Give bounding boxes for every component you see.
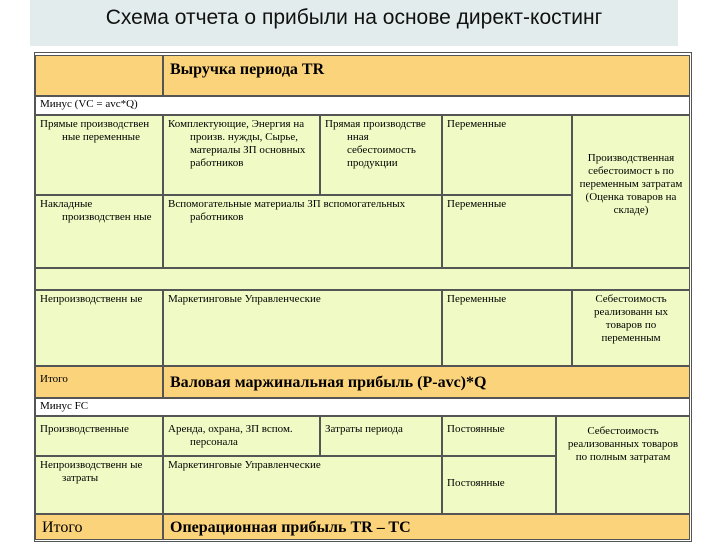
vc-row-3-type: Переменные	[442, 290, 572, 366]
vc-row-1-items: Комплектующие, Энергия на произв. нужды, Сырье, материалы ЗП основных работников	[163, 115, 320, 195]
gross-margin-cell: Валовая маржинальная прибыль (P-avc)*Q	[163, 366, 690, 398]
fc-row-1-type: Постоянные	[442, 416, 556, 456]
vc-note-sold-goods: Себестоимость реализованн ых товаров по переменным	[572, 290, 690, 366]
minus-vc-row: Минус (VC = avc*Q)	[35, 96, 690, 115]
fc-row-1-group: Затраты периода	[320, 416, 442, 456]
fc-row-1-label: Производственные	[35, 416, 163, 456]
vc-row-2-items: Вспомогательные материалы ЗП вспомогательных работников	[163, 195, 442, 268]
fc-row-2-type: Постоянные	[442, 456, 556, 514]
fc-row-1-items: Аренда, охрана, ЗП вспом. персонала	[163, 416, 320, 456]
vc-row-1-label: Прямые производствен ные переменные	[35, 115, 163, 195]
vc-note-production-cost: Производственная себестоимост ь по переменным затратам (Оценка товаров на складе)	[572, 115, 690, 268]
vc-row-1-group: Прямая производстве нная себестоимость продукции	[320, 115, 442, 195]
fc-row-2-items: Маркетинговые Управленческие	[163, 456, 442, 514]
operating-profit-cell: Операционная прибыль TR – TC	[163, 514, 690, 540]
itogo-2-label: Итого	[35, 514, 163, 540]
revenue-cell: Выручка периода TR	[163, 55, 690, 96]
itogo-1-label: Итого	[35, 366, 163, 398]
page-title: Схема отчета о прибыли на основе директ-костинг	[105, 6, 603, 29]
fc-note-full-cost: Себестоимость реализованных товаров по полным затратам	[556, 416, 690, 514]
vc-row-3-label: Непроизводственн ые	[35, 290, 163, 366]
fc-row-2-label: Непроизводственн ые затраты	[35, 456, 163, 514]
vc-row-2-label: Накладные производствен ные	[35, 195, 163, 268]
vc-row-2-type: Переменные	[442, 195, 572, 268]
vc-spacer-row	[35, 268, 690, 290]
vc-row-3-items: Маркетинговые Управленческие	[163, 290, 442, 366]
revenue-left-cell	[35, 55, 163, 96]
vc-row-1-type: Переменные	[442, 115, 572, 195]
minus-fc-row: Минус FC	[35, 398, 690, 416]
